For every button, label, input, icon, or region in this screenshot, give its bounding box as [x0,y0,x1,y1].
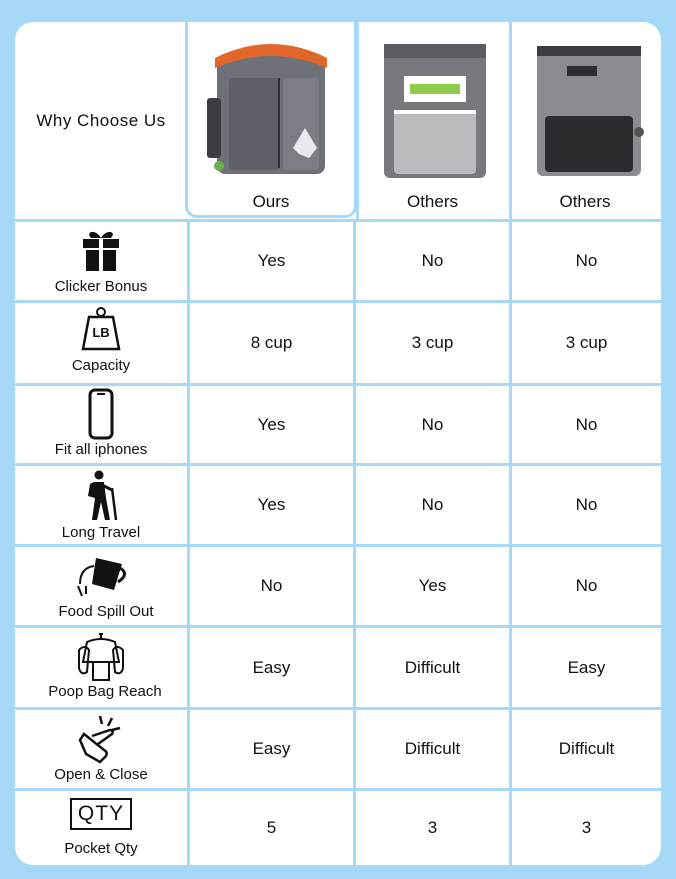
value-cell: No [575,576,598,595]
value-cell: Yes [257,251,286,270]
value-cell: 8 cup [250,333,293,352]
value-cell: 3 cup [565,333,608,352]
value-cell: Yes [257,495,286,514]
value-cell: No [421,414,444,434]
ours-bag-image [193,28,343,186]
row-label: Fit all iphones [54,441,148,458]
qty-box-icon [15,798,187,830]
weight-lb-icon [15,307,187,351]
row-label: Pocket Qty [64,840,138,857]
value-cell: 5 [266,818,277,837]
value-cell: No [575,495,598,514]
value-cell: No [421,251,444,270]
value-cell: Difficult [404,657,461,677]
value-cell: Easy [252,739,291,758]
weight-lb-text: LB [92,325,110,340]
value-cell: Easy [252,657,291,677]
row-label: Poop Bag Reach [48,683,162,700]
hiker-icon [15,470,187,522]
value-cell: No [421,495,444,514]
value-cell: No [575,251,598,270]
qty-box-text: QTY [70,798,132,830]
product-label-others-1: Others [406,192,459,211]
row-label: Open & Close [54,766,148,783]
row-label: Long Travel [61,524,141,541]
value-cell: 3 [427,818,438,837]
poop-bag-icon [15,632,187,682]
value-cell: Easy [567,657,606,677]
hand-click-icon [15,714,187,764]
row-label: Food Spill Out [58,603,154,620]
row-label: Clicker Bonus [54,278,148,295]
value-cell: No [260,576,283,595]
value-cell: Difficult [404,739,461,758]
product-label-ours: Ours [252,192,290,211]
value-cell: 3 [581,818,592,837]
spill-cup-icon [15,554,187,598]
divider [356,22,359,219]
others-bag-image-1 [370,36,500,184]
value-cell: Difficult [558,739,615,758]
value-cell: Yes [418,576,447,595]
comparison-card [15,22,661,865]
value-cell: 3 cup [411,333,454,352]
value-cell: Yes [257,414,286,434]
phone-icon [15,388,187,440]
page-title: Why Choose Us [36,110,166,130]
value-cell: No [575,414,598,434]
others-bag-image-2 [523,36,653,184]
gift-icon [15,228,187,272]
product-label-others-2: Others [559,192,611,211]
row-label: Capacity [71,357,131,374]
